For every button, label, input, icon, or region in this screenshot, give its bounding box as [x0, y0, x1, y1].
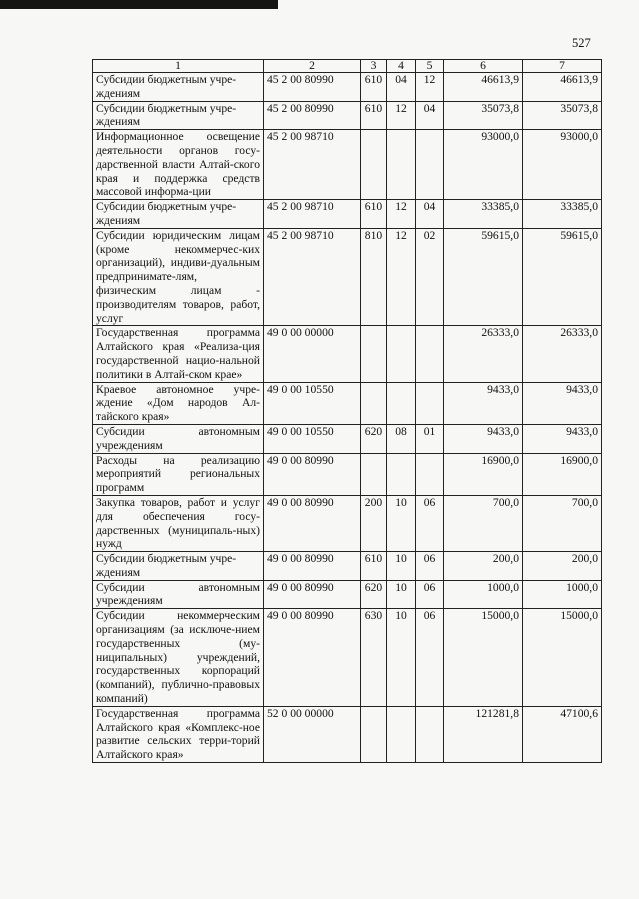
subsection [416, 453, 444, 495]
budget-code: 45 2 00 98710 [264, 130, 361, 200]
table-row [93, 228, 602, 326]
expense-type [361, 706, 387, 762]
table-row [93, 552, 602, 581]
expense-type: 610 [361, 73, 387, 102]
column-header: 3 [361, 60, 387, 73]
section [387, 130, 416, 200]
amount-col7: 93000,0 [523, 130, 602, 200]
amount-col6: 35073,8 [444, 101, 523, 130]
table-row [93, 200, 602, 229]
amount-col6: 121281,8 [444, 706, 523, 762]
row-name: Субсидии бюджетным учре- ждениям [93, 552, 264, 581]
expense-type: 610 [361, 552, 387, 581]
amount-col6: 15000,0 [444, 609, 523, 707]
amount-col7: 700,0 [523, 495, 602, 551]
row-name: Информационное освещение деятельности органов госу-дарственной власти Алтай-ского края и поддержка средств массовой информа-ции [93, 130, 264, 200]
table-header-row [93, 60, 602, 73]
amount-col7: 200,0 [523, 552, 602, 581]
table-row [93, 580, 602, 609]
amount-col6: 700,0 [444, 495, 523, 551]
expense-type [361, 382, 387, 424]
section: 04 [387, 73, 416, 102]
section: 10 [387, 609, 416, 707]
column-header: 2 [264, 60, 361, 73]
amount-col7: 46613,9 [523, 73, 602, 102]
expense-type: 810 [361, 228, 387, 326]
expense-type: 610 [361, 200, 387, 229]
expense-type: 630 [361, 609, 387, 707]
budget-code: 45 2 00 98710 [264, 200, 361, 229]
amount-col7: 1000,0 [523, 580, 602, 609]
amount-col7: 26333,0 [523, 326, 602, 382]
budget-code: 49 0 00 10550 [264, 382, 361, 424]
subsection: 01 [416, 424, 444, 453]
amount-col7: 9433,0 [523, 382, 602, 424]
row-name: Государственная программа Алтайского края «Реализа-ция государственной нацио-нальной политики в Алтай-ском крае» [93, 326, 264, 382]
amount-col7: 47100,6 [523, 706, 602, 762]
row-name: Субсидии автономным учреждениям [93, 580, 264, 609]
table-row [93, 73, 602, 102]
section: 12 [387, 101, 416, 130]
table-row [93, 101, 602, 130]
budget-code: 49 0 00 10550 [264, 424, 361, 453]
column-header: 4 [387, 60, 416, 73]
amount-col6: 59615,0 [444, 228, 523, 326]
amount-col6: 9433,0 [444, 382, 523, 424]
budget-code: 45 2 00 98710 [264, 228, 361, 326]
table-row [93, 382, 602, 424]
subsection: 12 [416, 73, 444, 102]
column-header: 7 [523, 60, 602, 73]
subsection: 06 [416, 609, 444, 707]
subsection: 04 [416, 200, 444, 229]
expense-type [361, 453, 387, 495]
budget-code: 49 0 00 80990 [264, 580, 361, 609]
expense-type: 610 [361, 101, 387, 130]
row-name: Субсидии юридическим лицам (кроме некоммерчес-ких организаций), индиви-дуальным предпринимате-лям, физическим лицам - производителям товаров, работ, услуг [93, 228, 264, 326]
subsection: 06 [416, 580, 444, 609]
page-number: 527 [572, 36, 591, 50]
row-name: Субсидии бюджетным учре- ждениям [93, 73, 264, 102]
subsection [416, 326, 444, 382]
expense-type [361, 326, 387, 382]
budget-code: 49 0 00 80990 [264, 495, 361, 551]
amount-col7: 15000,0 [523, 609, 602, 707]
amount-col6: 9433,0 [444, 424, 523, 453]
subsection [416, 382, 444, 424]
row-name: Государственная программа Алтайского края «Комплекс-ное развитие сельских терри-торий Алтайского края» [93, 706, 264, 762]
amount-col6: 200,0 [444, 552, 523, 581]
subsection [416, 706, 444, 762]
amount-col7: 16900,0 [523, 453, 602, 495]
budget-code: 45 2 00 80990 [264, 73, 361, 102]
amount-col6: 16900,0 [444, 453, 523, 495]
amount-col6: 26333,0 [444, 326, 523, 382]
amount-col6: 93000,0 [444, 130, 523, 200]
scan-edge-mark [0, 0, 278, 9]
budget-code: 52 0 00 00000 [264, 706, 361, 762]
table-row [93, 706, 602, 762]
expense-type [361, 130, 387, 200]
section: 10 [387, 495, 416, 551]
subsection [416, 130, 444, 200]
amount-col7: 59615,0 [523, 228, 602, 326]
table-row [93, 326, 602, 382]
subsection: 06 [416, 495, 444, 551]
budget-table [92, 59, 602, 763]
row-name: Субсидии автономным учреждениям [93, 424, 264, 453]
table-row [93, 495, 602, 551]
budget-code: 49 0 00 00000 [264, 326, 361, 382]
column-header: 5 [416, 60, 444, 73]
table-row [93, 424, 602, 453]
section [387, 453, 416, 495]
row-name: Субсидии бюджетным учре- ждениям [93, 200, 264, 229]
section [387, 382, 416, 424]
section [387, 326, 416, 382]
amount-col7: 35073,8 [523, 101, 602, 130]
budget-code: 45 2 00 80990 [264, 101, 361, 130]
row-name: Расходы на реализацию мероприятий региональных программ [93, 453, 264, 495]
budget-code: 49 0 00 80990 [264, 552, 361, 581]
subsection: 04 [416, 101, 444, 130]
section [387, 706, 416, 762]
section: 10 [387, 552, 416, 581]
subsection: 02 [416, 228, 444, 326]
table-row [93, 609, 602, 707]
amount-col6: 1000,0 [444, 580, 523, 609]
column-header: 6 [444, 60, 523, 73]
table-row [93, 453, 602, 495]
row-name: Субсидии бюджетным учре- ждениям [93, 101, 264, 130]
section: 12 [387, 228, 416, 326]
expense-type: 620 [361, 424, 387, 453]
amount-col6: 33385,0 [444, 200, 523, 229]
subsection: 06 [416, 552, 444, 581]
amount-col7: 9433,0 [523, 424, 602, 453]
section: 10 [387, 580, 416, 609]
row-name: Закупка товаров, работ и услуг для обеспечения госу-дарственных (муниципаль-ных) нужд [93, 495, 264, 551]
amount-col7: 33385,0 [523, 200, 602, 229]
table-row [93, 130, 602, 200]
section: 08 [387, 424, 416, 453]
section: 12 [387, 200, 416, 229]
expense-type: 200 [361, 495, 387, 551]
column-header: 1 [93, 60, 264, 73]
budget-code: 49 0 00 80990 [264, 609, 361, 707]
expense-type: 620 [361, 580, 387, 609]
budget-code: 49 0 00 80990 [264, 453, 361, 495]
amount-col6: 46613,9 [444, 73, 523, 102]
row-name: Краевое автономное учре-ждение «Дом народов Ал-тайского края» [93, 382, 264, 424]
row-name: Субсидии некоммерческим организациям (за исключе-нием государственных (му-ниципальных) учреждений, государственных корпораций (компаний), публично-правовых компаний) [93, 609, 264, 707]
